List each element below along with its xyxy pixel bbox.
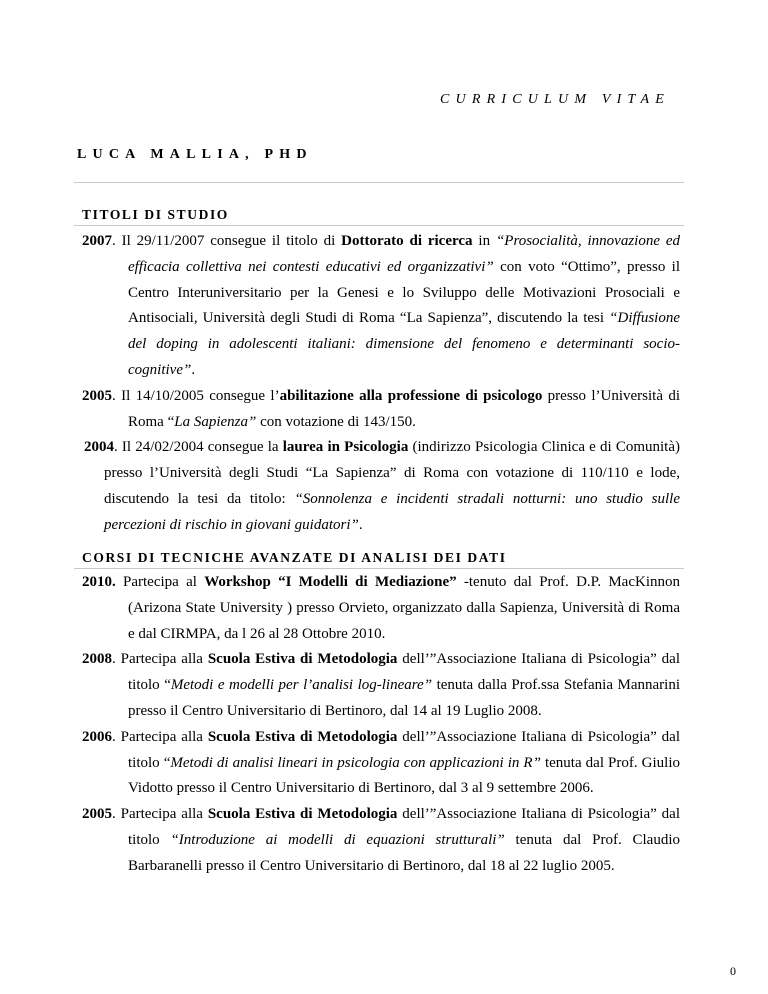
entry-year: 2006	[82, 728, 112, 745]
corsi-entry-2005: 2005. Partecipa alla Scuola Estiva di Metodologia dell’”Associazione Italiana di Psicologia” dal titolo “Introduzione ai modelli di equazioni strutturali” tenuta dal Prof. Claudio Barbaranelli presso il Centro Universitario di Bertinoro, dal 18 al 22 luglio 2005.	[82, 806, 680, 874]
titoli-entry-2004: 2004. Il 24/02/2004 consegue la laurea in Psicologia (indirizzo Psicologia Clinica e di Comunità) presso l’Università degli Studi “La Sapienza” di Roma con votazione di 110/110 e lode, discutendo la tesi da titolo: “Sonnolenza e incidenti stradali notturni: uno studio sulle percezioni di rischio in giovani guidatori”.	[84, 439, 680, 533]
page-number: 0	[730, 964, 736, 978]
section-divider-corsi	[74, 568, 684, 569]
document-title: CURRICULUM VITAE	[440, 92, 670, 107]
entry-year: 2008	[82, 651, 112, 668]
entry-year: 2004	[84, 439, 114, 456]
section-heading-titoli: TITOLI DI STUDIO	[82, 207, 229, 222]
titoli-entry-2005: 2005. Il 14/10/2005 consegue l’abilitazione alla professione di psicologo presso l’Università di Roma “La Sapienza” con votazione di 143/150.	[82, 387, 680, 430]
person-name: LUCA MALLIA, PHD	[77, 147, 313, 162]
section-heading-corsi: CORSI DI TECNICHE AVANZATE DI ANALISI DEI DATI	[82, 550, 507, 565]
entry-year: 2005	[82, 806, 112, 823]
corsi-list	[82, 570, 680, 880]
corsi-entry-2008: 2008. Partecipa alla Scuola Estiva di Metodologia dell’”Associazione Italiana di Psicologia” dal titolo “Metodi e modelli per l’analisi log-lineare” tenuta dalla Prof.ssa Stefania Mannarini presso il Centro Universitario di Bertinoro, dal 14 al 19 Luglio 2008.	[82, 651, 680, 719]
header-divider	[74, 182, 684, 183]
entry-year: 2005	[82, 387, 112, 404]
corsi-entry-2010: 2010. Partecipa al Workshop “I Modelli di Mediazione” -tenuto dal Prof. D.P. MacKinnon (Arizona State University ) presso Orvieto, organizzato dalla Sapienza, Università di Roma e dal CIRMPA, da l 26 al 28 Ottobre 2010.	[82, 574, 680, 642]
entry-year: 2010.	[82, 574, 116, 590]
entry-year: 2007	[82, 233, 112, 249]
titoli-list	[82, 229, 680, 539]
corsi-entry-2006: 2006. Partecipa alla Scuola Estiva di Metodologia dell’”Associazione Italiana di Psicologia” dal titolo “Metodi di analisi lineari in psicologia con applicazioni in R” tenuta dal Prof. Giulio Vidotto presso il Centro Universitario di Bertinoro, dal 3 al 9 settembre 2006.	[82, 728, 680, 797]
titoli-entry-2007: 2007. Il 29/11/2007 consegue il titolo di Dottorato di ricerca in “Prosocialità, innovazione ed efficacia collettiva nei contesti educativi ed organizzativi” con voto “Ottimo”, presso il Centro Interuniversitario per la Genesi e lo Sviluppo delle Motivazioni Prosociali e Antisociali, Università degli Studi di Roma “La Sapienza”, discutendo la tesi “Diffusione del doping in adolescenti italiani: dimensione del fenomeno e determinanti socio-cognitive”.	[82, 233, 680, 378]
section-divider-titoli	[74, 225, 684, 226]
